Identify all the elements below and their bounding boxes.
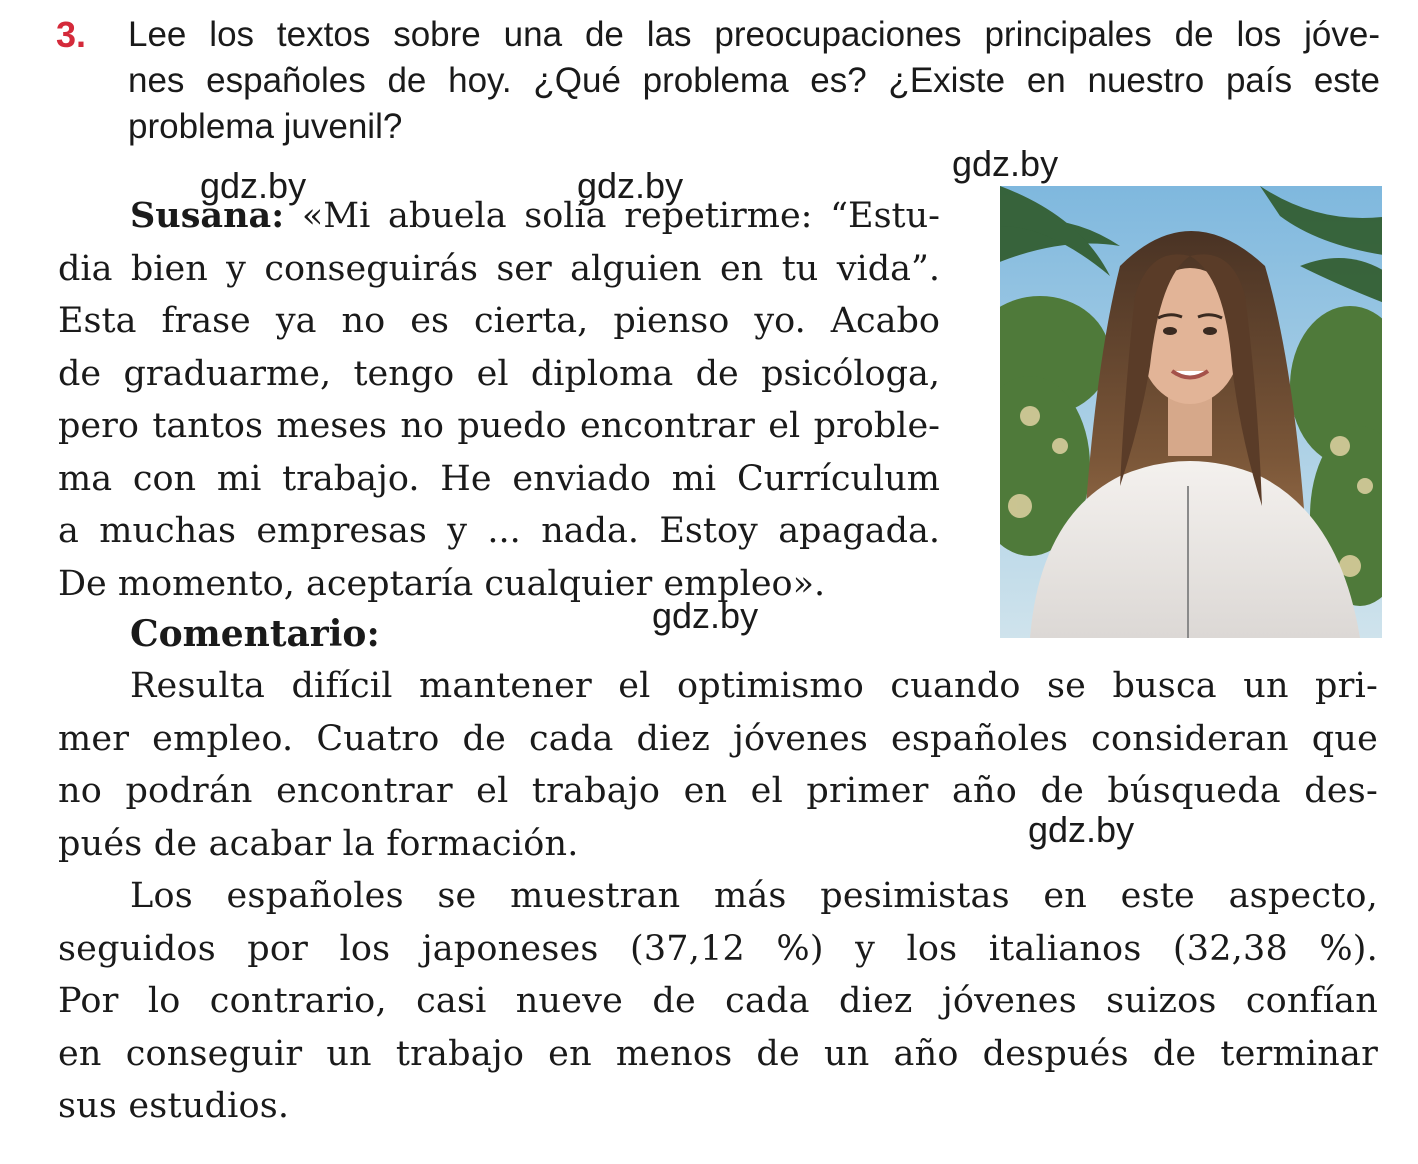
comment-line: seguidos por los japoneses (37,12 %) y los italianos (32,38 %).	[58, 928, 1378, 969]
susana-photo	[1000, 186, 1382, 638]
story-line: Esta frase ya no es cierta, pienso yo. Acabo	[58, 301, 940, 341]
comment-line: mer empleo. Cuatro de cada diez jóvenes españoles consideran que	[58, 718, 1378, 759]
task-line: problema juvenil?	[128, 107, 403, 146]
speaker-name: Susana:	[130, 195, 285, 236]
story-line: a muchas empresas y ... nada. Estoy apagada.	[58, 511, 940, 551]
task-number: 3.	[56, 14, 87, 55]
comment-line: sus estudios.	[58, 1086, 290, 1126]
story-line: De momento, aceptaría cualquier empleo».	[58, 563, 826, 604]
story-text: «Mi abuela solía repetirme: “Estu-	[301, 196, 940, 236]
watermark: gdz.by	[652, 595, 759, 636]
comment-line: Resulta difícil mantener el optimismo cuando se busca un pri-	[130, 666, 1378, 706]
story-first-line	[58, 190, 940, 243]
comment-body	[58, 660, 1378, 1133]
comment-line: Por lo contrario, casi nueve de cada diez jóvenes suizos confían	[58, 981, 1378, 1021]
task-instructions	[128, 12, 1380, 150]
story-line: pero tantos meses no puedo encontrar el proble-	[58, 406, 940, 446]
watermark: gdz.by	[200, 165, 307, 206]
comment-title: Comentario:	[130, 613, 380, 655]
story-line: de graduarme, tengo el diploma de psicóloga,	[58, 353, 940, 394]
comment-line: Los españoles se muestran más pesimistas en este aspecto,	[130, 876, 1378, 916]
watermark: gdz.by	[952, 143, 1059, 184]
task-line: Lee los textos sobre una de las preocupaciones principales de los jóve-	[128, 15, 1380, 54]
task-line: nes españoles de hoy. ¿Qué problema es? ¿Existe en nuestro país este	[128, 61, 1380, 100]
comment-line: no podrán encontrar el trabajo en el primer año de búsqueda des-	[58, 771, 1378, 811]
story-line: dia bien y conseguirás ser alguien en tu vida”.	[58, 248, 940, 289]
comment-line: en conseguir un trabajo en menos de un año después de terminar	[58, 1033, 1378, 1074]
comment-line: pués de acabar la formación.	[58, 823, 579, 864]
susana-story	[58, 190, 940, 610]
watermark: gdz.by	[577, 165, 684, 206]
watermark: gdz.by	[1028, 809, 1135, 850]
story-line: ma con mi trabajo. He enviado mi Currículum	[58, 458, 940, 499]
